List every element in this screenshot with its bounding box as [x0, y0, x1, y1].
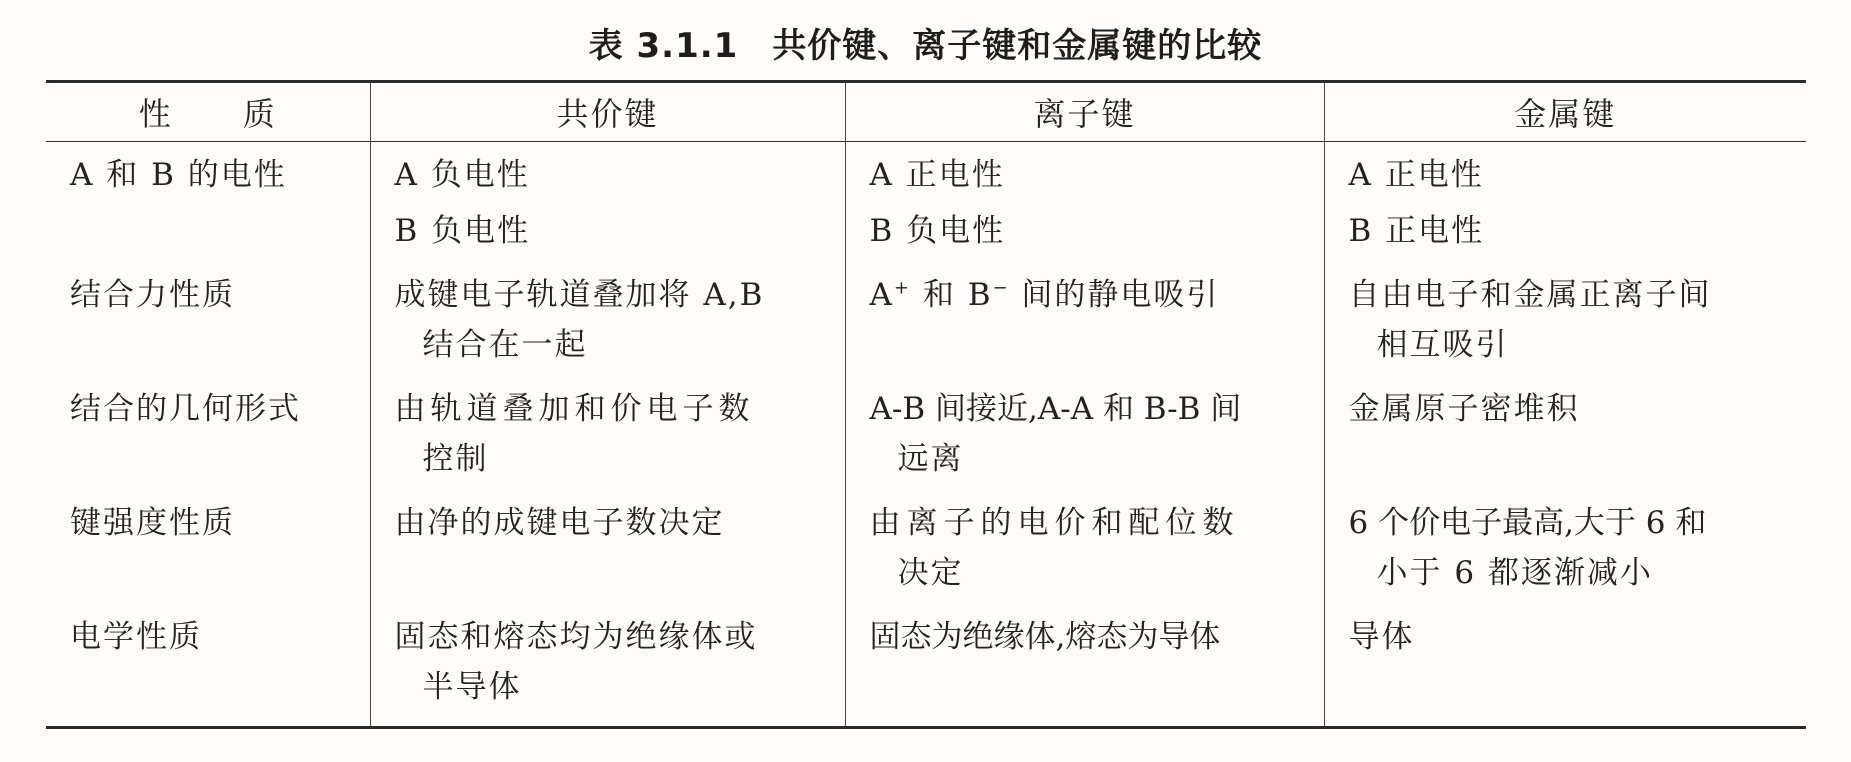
cell-line: 金属原子密堆积: [1348, 391, 1580, 427]
cell-covalent: [370, 376, 845, 490]
header-metallic: 金属键: [1324, 82, 1806, 142]
header-ionic: 离子键: [845, 82, 1324, 142]
ion-b: 和 B: [910, 277, 993, 313]
header-property-a: 性: [138, 95, 173, 133]
cell-line: B 负电性: [869, 213, 1006, 249]
cell-line: B 负电性: [394, 213, 531, 249]
cell-line: A-B 间接近,A-A 和 B-B 间: [869, 391, 1242, 427]
cell-line: 由轨道叠加和价电子数: [394, 391, 755, 427]
charge-plus: +: [893, 277, 911, 299]
cell-line: 6 个价电子最高,大于 6 和: [1348, 505, 1707, 541]
cell-line-continued: 半导体: [422, 669, 522, 705]
cell-ionic: [845, 142, 1324, 207]
table-row: [46, 206, 1806, 262]
cell-covalent: [370, 262, 845, 376]
cell-ionic: [845, 490, 1324, 604]
cell-metallic: [1324, 262, 1806, 376]
cell-line-continued: 结合在一起: [422, 327, 588, 363]
header-property: [46, 82, 370, 142]
cell-line-continued: 远离: [897, 441, 964, 477]
cell-line: [870, 277, 1220, 313]
comparison-table: [46, 80, 1806, 729]
cell-line: A 正电性: [1348, 157, 1484, 193]
cell-line: 固态为绝缘体,熔态为导体: [869, 619, 1221, 655]
cell-covalent: [370, 490, 845, 604]
charge-minus: −: [992, 277, 1010, 299]
row-label-empty: [46, 206, 370, 262]
table-row: [46, 490, 1806, 604]
cell-metallic: [1324, 604, 1806, 728]
cell-line-continued: 相互吸引: [1376, 327, 1509, 363]
cell-line: 固态和熔态均为绝缘体或: [394, 619, 758, 655]
cell-line: 导体: [1348, 619, 1415, 655]
row-label: 电学性质: [70, 619, 202, 655]
cell-line: 成键电子轨道叠加将 A,B: [394, 277, 765, 313]
cell-line: 由离子的电价和配位数: [869, 505, 1240, 541]
table-row: [46, 142, 1806, 207]
table-title: 共价键、离子键和金属键的比较: [772, 26, 1263, 66]
table-number: 表 3.1.1: [588, 26, 739, 66]
cell-covalent: [370, 206, 845, 262]
ionic-force-text: 间的静电吸引: [1009, 277, 1220, 313]
table-row: [46, 376, 1806, 490]
cell-ionic: [845, 206, 1324, 262]
cell-ionic: [845, 604, 1324, 728]
cell-line: A 负电性: [394, 157, 530, 193]
header-property-b: 质: [242, 95, 277, 133]
cell-covalent: [370, 142, 845, 207]
cell-line: B 正电性: [1348, 213, 1485, 249]
cell-line-continued: 决定: [897, 555, 964, 591]
table-row: [46, 604, 1806, 728]
cell-ionic: [845, 376, 1324, 490]
cell-metallic: [1324, 142, 1806, 207]
table-row: [46, 262, 1806, 376]
cell-line: 由净的成键电子数决定: [394, 505, 725, 541]
header-row: [46, 82, 1806, 142]
row-label: 键强度性质: [70, 505, 235, 541]
cell-line: A 正电性: [869, 157, 1005, 193]
cell-metallic: [1324, 376, 1806, 490]
cell-ionic: [845, 262, 1324, 376]
cell-line-continued: 小于 6 都逐渐减小: [1376, 555, 1653, 591]
cell-covalent: [370, 604, 845, 728]
cell-metallic: [1324, 206, 1806, 262]
table-caption: [0, 18, 1851, 67]
cell-line: 自由电子和金属正离子间: [1348, 277, 1712, 313]
ion-a: A: [869, 277, 894, 313]
cell-line-continued: 控制: [422, 441, 489, 477]
header-covalent: 共价键: [370, 82, 845, 142]
row-label: A 和 B 的电性: [70, 157, 287, 193]
row-label: 结合力性质: [70, 277, 235, 313]
row-label: 结合的几何形式: [70, 391, 301, 427]
cell-metallic: [1324, 490, 1806, 604]
